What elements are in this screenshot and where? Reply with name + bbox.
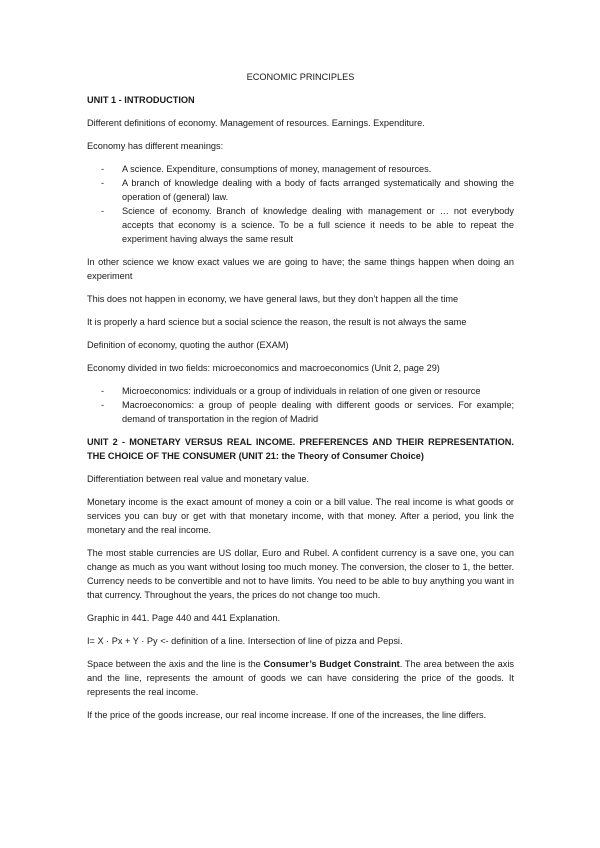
fields-list bbox=[87, 384, 514, 426]
list-item: - Macroeconomics: a group of people dealing with different goods or services. For example; demand of transportation in the region of Madrid bbox=[101, 400, 514, 424]
paragraph: Economy divided in two fields: microeconomics and macroeconomics (Unit 2, page 29) bbox=[87, 363, 440, 373]
list-item: - Microeconomics: individuals or a group of individuals in relation of one given or resource bbox=[101, 386, 481, 396]
paragraph: It is properly a hard science but a social science the reason, the result is not always the same bbox=[87, 317, 467, 327]
dash-bullet: - bbox=[101, 400, 105, 410]
list-item: - Science of economy. Branch of knowledge dealing with management or … not everybody accepts that economy is a science. To be a full science it needs to be able to repeat the experiment having always the same result bbox=[101, 206, 514, 244]
meanings-list bbox=[87, 162, 514, 246]
dash-bullet: - bbox=[101, 206, 105, 216]
paragraph: This does not happen in economy, we have general laws, but they don’t happen all the time bbox=[87, 294, 459, 304]
list-item: - A branch of knowledge dealing with a body of facts arranged systematically and showing the operation of (general) law. bbox=[101, 178, 514, 202]
dash-bullet: - bbox=[101, 178, 105, 188]
page-title: ECONOMIC PRINCIPLES bbox=[246, 72, 355, 82]
paragraph: Definition of economy, quoting the author (EXAM) bbox=[87, 340, 289, 350]
unit1-heading: UNIT 1 - INTRODUCTION bbox=[87, 95, 195, 105]
paragraph: Graphic in 441. Page 440 and 441 Explanation. bbox=[87, 613, 281, 623]
paragraph: The most stable currencies are US dollar, Euro and Rubel. A confident currency is a save one, you can change as much as you want without losing too much money. The conversion, the closer to 1, the better. Currency needs to be convertible and not to have limits. You need to be able to buy anything you want in that currency. Throughout the years, the prices do not change too much. bbox=[87, 548, 514, 600]
budget-constraint-term: Consumer’s Budget Constraint bbox=[263, 659, 400, 669]
dash-bullet: - bbox=[101, 386, 105, 396]
paragraph: I= X · Px + Y · Py <- definition of a line. Intersection of line of pizza and Pepsi. bbox=[87, 636, 403, 646]
paragraph: Monetary income is the exact amount of money a coin or a bill value. The real income is what goods or services you can buy or get with that monetary income, with that money. After a period, you link the monetary and the real income. bbox=[87, 497, 514, 535]
document-content bbox=[87, 70, 514, 731]
list-item: - A science. Expenditure, consumptions of money, management of resources. bbox=[101, 164, 432, 174]
paragraph: Differentiation between real value and monetary value. bbox=[87, 474, 309, 484]
unit2-heading: UNIT 2 - MONETARY VERSUS REAL INCOME. PREFERENCES AND THEIR REPRESENTATION. THE CHOICE OF THE CONSUMER (UNIT 21: the Theory of Consumer Choice) bbox=[87, 437, 514, 461]
paragraph: In other science we know exact values we are going to have; the same things happen when doing an experiment bbox=[87, 257, 514, 281]
paragraph: Different definitions of economy. Management of resources. Earnings. Expenditure. bbox=[87, 118, 425, 128]
dash-bullet: - bbox=[101, 164, 105, 174]
paragraph: Space between the axis and the line is the Consumer’s Budget Constraint. The area between the axis and the line, represents the amount of goods we can have considering the price of the goods. It represents the real income. bbox=[87, 659, 515, 697]
unit2-heading-paren: (UNIT 21: the Theory of Consumer Choice) bbox=[238, 451, 424, 461]
paragraph: If the price of the goods increase, our real income increase. If one of the increases, the line differs. bbox=[87, 710, 487, 720]
paragraph: Economy has different meanings: bbox=[87, 141, 224, 151]
